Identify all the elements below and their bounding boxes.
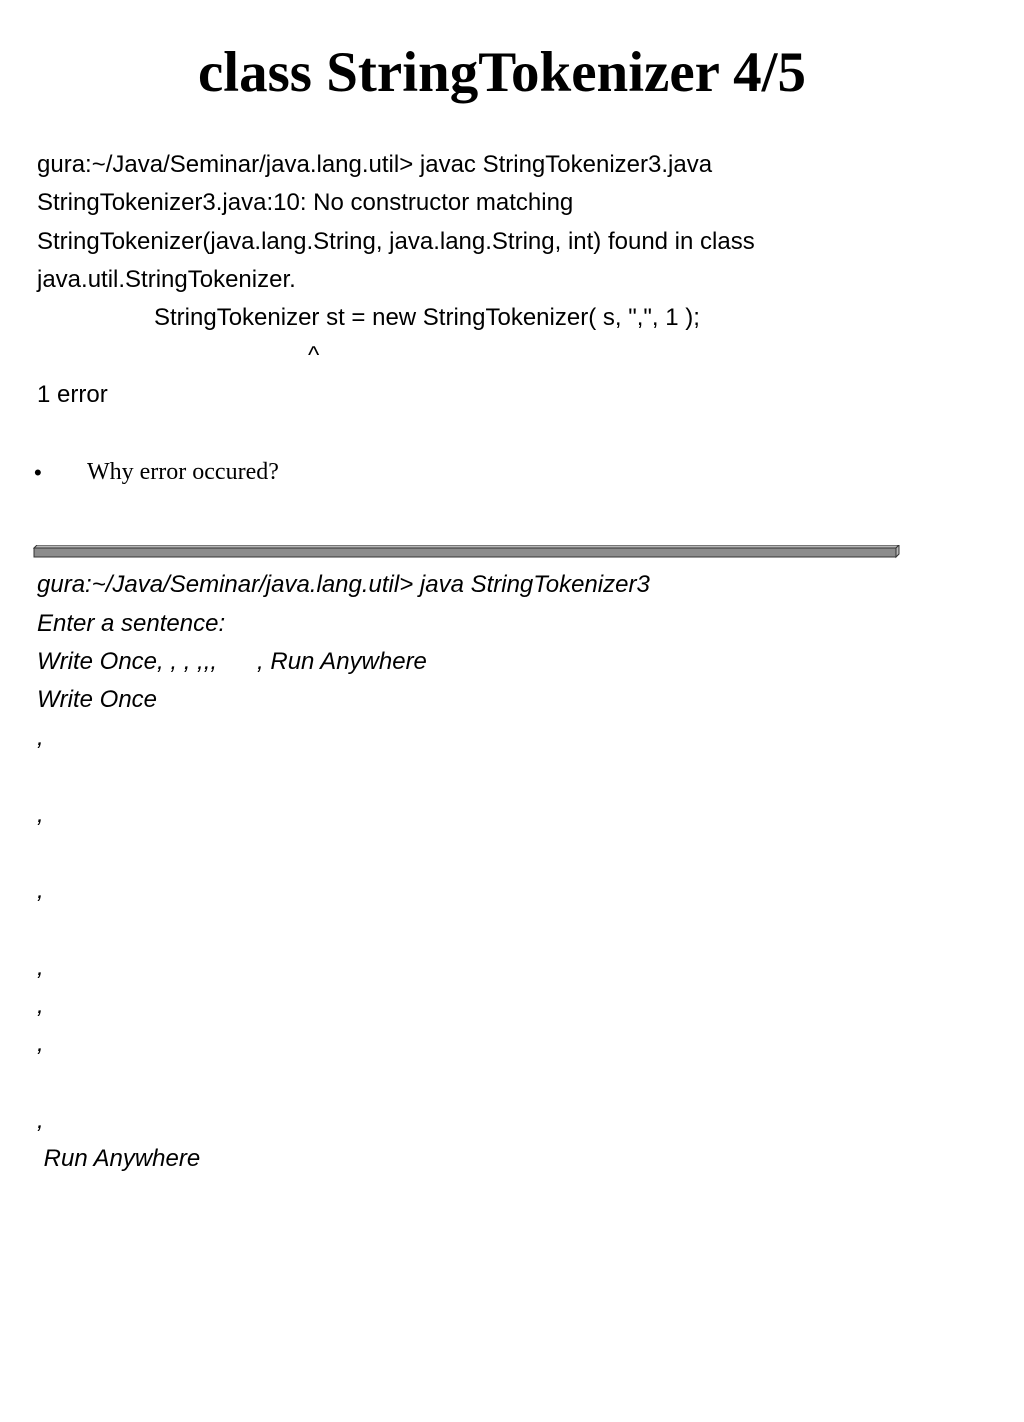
run-command-line: gura:~/Java/Seminar/java.lang.util> java StringTokenizer3 [37,571,650,598]
output-line: , [37,992,44,1019]
output-line: , [37,724,44,751]
output-line: , [37,954,44,981]
error-caret: ^ [308,342,320,369]
page-title: class StringTokenizer 4/5 [197,41,807,104]
output-line: Enter a sentence: [37,610,226,637]
bullet-icon: • [34,460,42,485]
divider-bar [33,545,903,561]
output-line: Write Once [37,686,158,713]
error-message-line: StringTokenizer3.java:10: No constructor matching [37,189,574,216]
output-line: , [37,801,44,828]
output-line: , [37,1107,44,1134]
output-line: , [37,1030,44,1057]
compile-command-line: gura:~/Java/Seminar/java.lang.util> javac StringTokenizer3.java [37,151,713,178]
output-line: Run Anywhere [37,1145,201,1172]
divider-bar-face [34,548,896,557]
output-line: Write Once, , , ,,, , Run Anywhere [37,648,427,675]
bullet-question: Why error occured? [87,459,279,485]
error-message-line: StringTokenizer(java.lang.String, java.lang.String, int) found in class [37,228,755,255]
output-line: , [37,877,44,904]
error-count: 1 error [37,381,108,408]
source-code-line: StringTokenizer st = new StringTokenizer( s, ",", 1 ); [154,304,700,331]
error-message-line: java.util.StringTokenizer. [37,266,296,293]
